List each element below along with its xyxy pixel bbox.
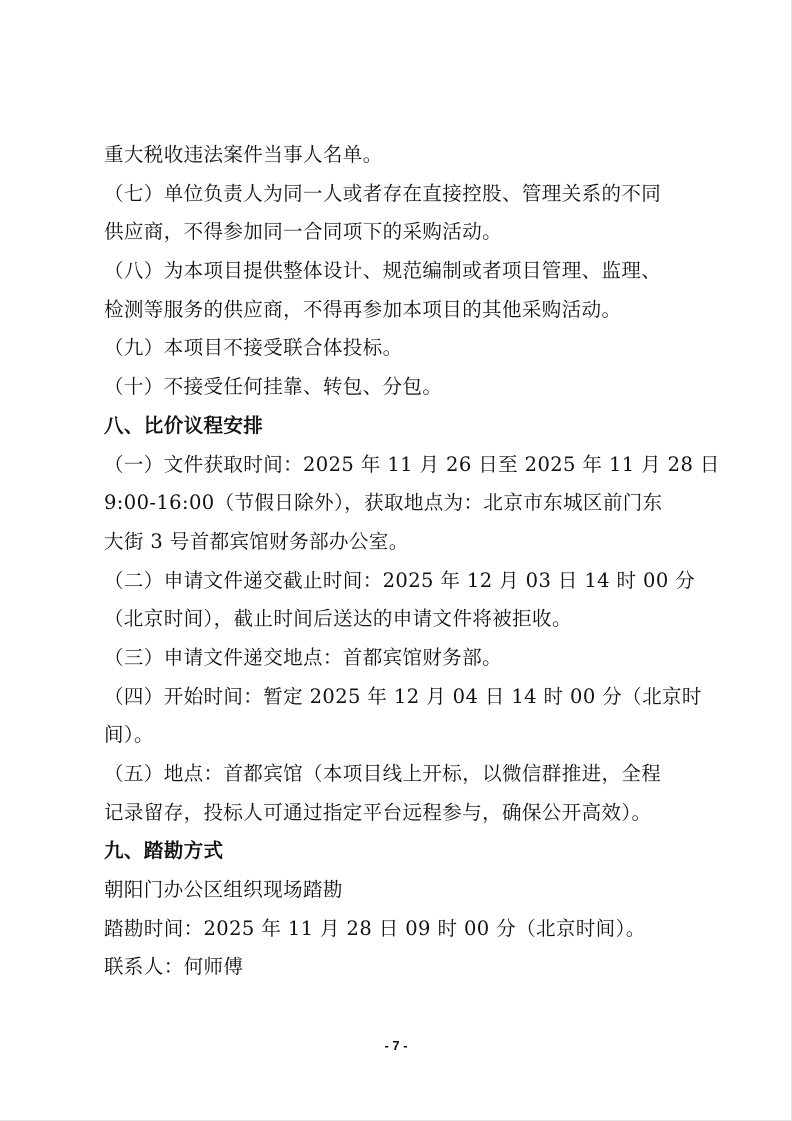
text-line: （二）申请文件递交截止时间：2025 年 12 月 03 日 14 时 00 分 <box>104 568 696 592</box>
text-line: 记录留存，投标人可通过指定平台远程参与，确保公开高效）。 <box>104 800 652 824</box>
text-line: 联系人：何师傅 <box>104 955 244 979</box>
text-line: 供应商，不得参加同一合同项下的采购活动。 <box>104 220 503 244</box>
text-line: （四）开始时间：暂定 2025 年 12 月 04 日 14 时 00 分（北京时 <box>104 684 702 708</box>
text-line: 间）。 <box>104 723 154 747</box>
text-line: （十）不接受任何挂靠、转包、分包。 <box>104 375 443 399</box>
text-line: 9:00-16:00（节假日除外），获取地点为：北京市东城区前门东 <box>104 491 663 515</box>
section-heading: 八、比价议程安排 <box>104 413 264 437</box>
text-line: （北京时间），截止时间后送达的申请文件将被拒收。 <box>104 607 572 631</box>
text-line: （三）申请文件递交地点：首都宾馆财务部。 <box>104 645 503 669</box>
text-line: （八）为本项目提供整体设计、规范编制或者项目管理、监理、 <box>104 259 662 283</box>
text-line: 检测等服务的供应商，不得再参加本项目的其他采购活动。 <box>104 297 622 321</box>
text-line: （一）文件获取时间：2025 年 11 月 26 日至 2025 年 11 月 28 日 <box>104 452 720 476</box>
page-number: - 7 - <box>384 1038 408 1053</box>
section-heading: 九、踏勘方式 <box>104 839 224 863</box>
text-line: （九）本项目不接受联合体投标。 <box>104 336 403 360</box>
text-line: 朝阳门办公区组织现场踏勘 <box>104 878 343 902</box>
text-line: 大街 3 号首都宾馆财务部办公室。 <box>104 529 409 553</box>
text-line: （五）地点：首都宾馆（本项目线上开标，以微信群推进，全程 <box>104 762 662 785</box>
text-line: 踏勘时间：2025 年 11 月 28 日 09 时 00 分（北京时间）。 <box>104 916 646 940</box>
document-body <box>104 136 720 987</box>
text-line: （七）单位负责人为同一人或者存在直接控股、管理关系的不同 <box>104 181 662 205</box>
text-line: 重大税收违法案件当事人名单。 <box>104 143 383 166</box>
